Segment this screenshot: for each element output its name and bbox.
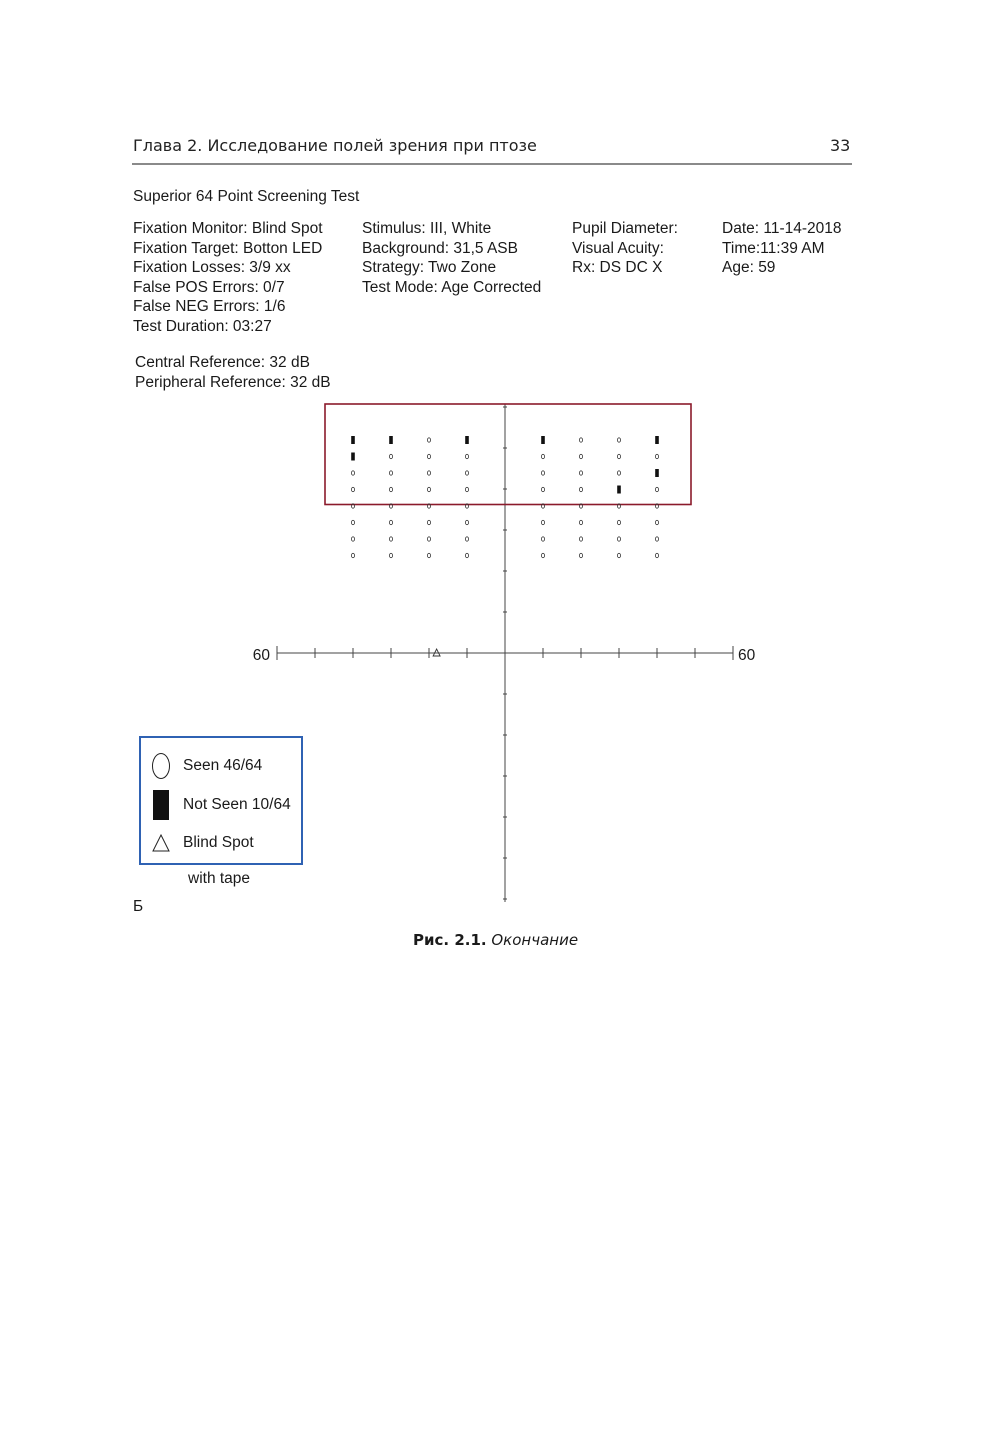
date: Date: 11-14-2018 — [722, 220, 842, 237]
seen-point — [465, 454, 468, 458]
seen-point — [541, 553, 544, 557]
seen-point — [617, 438, 620, 442]
seen-point — [655, 537, 658, 541]
seen-point — [655, 520, 658, 524]
test-mode: Test Mode: Age Corrected — [362, 278, 542, 296]
not-seen-point — [541, 436, 545, 444]
peripheral-reference: Peripheral Reference: 32 dB — [135, 373, 331, 391]
seen-ellipse-icon — [151, 752, 171, 780]
legend-blind-spot — [151, 834, 254, 852]
seen-point — [617, 520, 620, 524]
age: Age: 59 — [722, 259, 776, 277]
running-head: Глава 2. Исследование полей зрения при птозе — [133, 136, 537, 155]
seen-point — [351, 487, 354, 491]
fixation-losses: Fixation Losses: 3/9 xx — [133, 259, 291, 277]
strategy: Strategy: Two Zone — [362, 259, 497, 277]
seen-point — [465, 471, 468, 475]
pupil-diameter: Pupil Diameter: — [572, 220, 678, 237]
seen-point — [465, 520, 468, 524]
axes — [277, 404, 733, 902]
not-seen-point — [465, 436, 469, 444]
rx: Rx: DS DC X — [572, 259, 663, 277]
seen-point — [655, 454, 658, 458]
fixation-target: Fixation Target: Botton LED — [133, 239, 323, 257]
page-number: 33 — [830, 136, 851, 155]
seen-point — [465, 537, 468, 541]
test-title: Superior 64 Point Screening Test — [133, 188, 360, 205]
axis-label-left: 60 — [252, 647, 270, 664]
seen-point — [617, 471, 620, 475]
seen-point — [541, 537, 544, 541]
panel-letter: Б — [133, 898, 144, 915]
seen-point — [541, 487, 544, 491]
seen-point — [389, 553, 392, 557]
seen-point — [579, 438, 582, 442]
seen-point — [541, 454, 544, 458]
not-seen-point — [655, 469, 659, 477]
seen-point — [579, 520, 582, 524]
fixation-monitor: Fixation Monitor: Blind Spot — [133, 220, 323, 237]
caption-label: Рис. 2.1. — [413, 931, 487, 949]
seen-point — [427, 438, 430, 442]
seen-point — [541, 471, 544, 475]
seen-point — [617, 454, 620, 458]
seen-point — [427, 537, 430, 541]
seen-point — [427, 553, 430, 557]
seen-point — [655, 487, 658, 491]
seen-point — [427, 454, 430, 458]
superior-zone-highlight — [325, 404, 691, 505]
legend-seen-label: Seen 46/64 — [183, 757, 263, 774]
caption-text: Окончание — [491, 931, 579, 949]
seen-point — [579, 553, 582, 557]
seen-point — [389, 454, 392, 458]
blind-spot-triangle-icon — [151, 834, 171, 852]
not-seen-point — [389, 436, 393, 444]
background: Background: 31,5 ASB — [362, 239, 518, 257]
seen-point — [427, 520, 430, 524]
seen-point — [351, 520, 354, 524]
legend-not-seen-label: Not Seen 10/64 — [183, 796, 291, 813]
seen-point — [541, 520, 544, 524]
seen-point — [389, 537, 392, 541]
legend-blind-spot-label: Blind Spot — [183, 834, 254, 851]
seen-point — [617, 553, 620, 557]
central-reference: Central Reference: 32 dB — [135, 354, 310, 371]
seen-point — [389, 471, 392, 475]
stimulus: Stimulus: III, White — [362, 220, 492, 237]
seen-point — [617, 537, 620, 541]
seen-point — [655, 553, 658, 557]
seen-point — [579, 471, 582, 475]
seen-point — [389, 487, 392, 491]
legend — [139, 736, 303, 865]
visual-acuity: Visual Acuity: — [572, 239, 664, 257]
seen-point — [579, 487, 582, 491]
seen-point — [579, 454, 582, 458]
legend-seen — [151, 752, 262, 780]
seen-point — [427, 471, 430, 475]
with-tape-note: with tape — [188, 870, 251, 887]
seen-point — [351, 471, 354, 475]
not-seen-point — [617, 486, 621, 494]
not-seen-point — [655, 436, 659, 444]
axis-label-right: 60 — [738, 647, 756, 664]
seen-point — [465, 487, 468, 491]
seen-point — [351, 553, 354, 557]
seen-point — [389, 520, 392, 524]
not-seen-point — [351, 436, 355, 444]
seen-point — [579, 537, 582, 541]
legend-not-seen — [151, 790, 291, 820]
seen-point — [351, 537, 354, 541]
seen-point — [465, 553, 468, 557]
not-seen-point — [351, 453, 355, 461]
test-duration: Test Duration: 03:27 — [133, 317, 272, 335]
false-pos-errors: False POS Errors: 0/7 — [133, 278, 285, 296]
time: Time:11:39 AM — [722, 239, 825, 257]
seen-point — [427, 487, 430, 491]
false-neg-errors: False NEG Errors: 1/6 — [133, 298, 286, 316]
figure-caption — [413, 931, 578, 949]
not-seen-square-icon — [151, 790, 171, 820]
